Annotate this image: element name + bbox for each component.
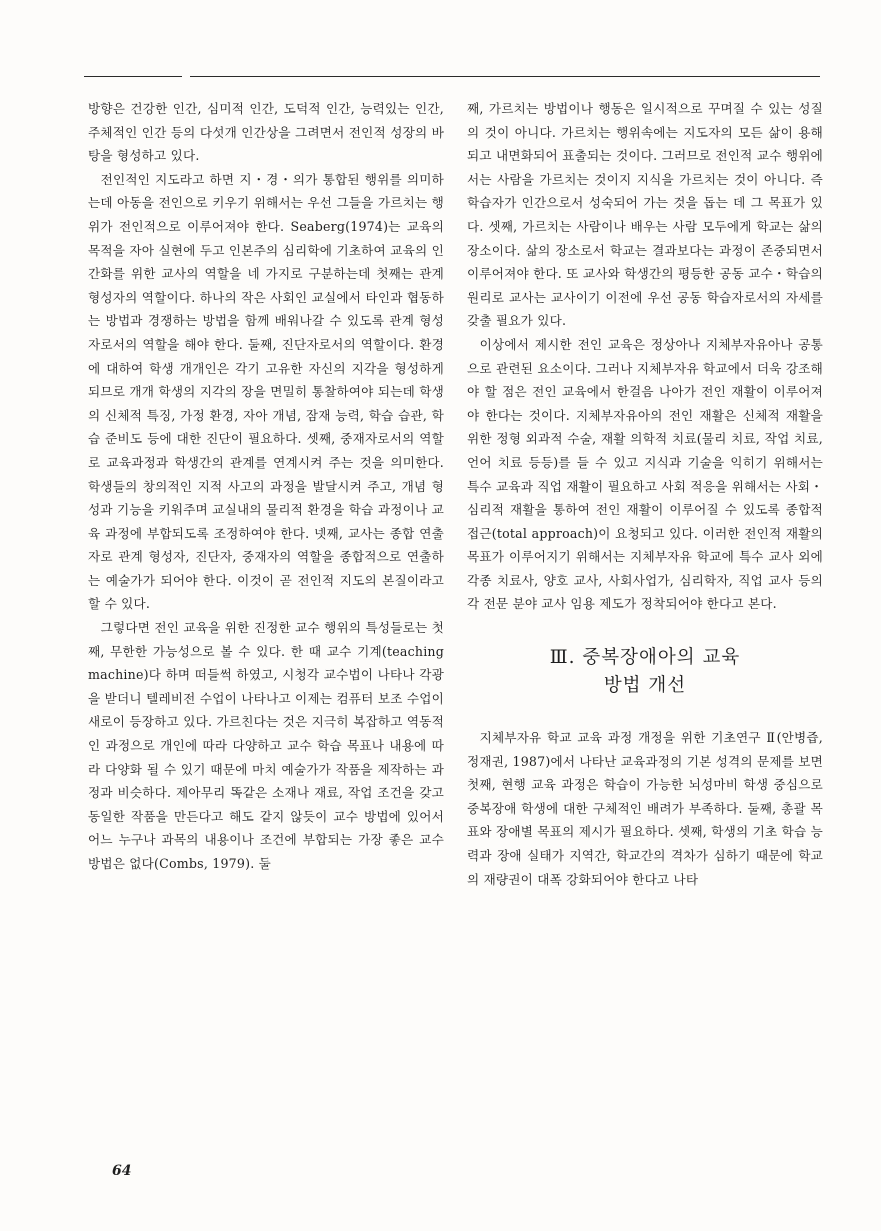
paragraph: 지체부자유 학교 교육 과정 개정을 위한 기초연구 Ⅱ(안병즙, 정재권, 1987)에서 나타난 교육과정의 기본 성격의 문제를 보면 첫째, 현행 교육 과정은 학습이 가능한 뇌성마비 학생 중심으로 중복장애 학생에 대한 구체적인 배려가 부족하다. 둘째, 총괄 목표와 장애별 목표의 제시가 필요하다. 셋째, 학생의 기초 학습 능력과 장애 실태가 지역간, 학교간의 격차가 심하기 때문에 학교의 재량권이 대폭 강화되어야 한다고 나타	[467, 730, 823, 887]
header-rule-left	[84, 76, 182, 77]
paragraph: 이상에서 제시한 전인 교육은 정상아나 지체부자유아나 공통으로 관련된 요소이다. 그러나 지체부자유 학교에서 더욱 강조해야 할 점은 전인 교육에서 한걸음 나아가 전인 재활이 이루어져야 한다는 것이다. 지체부자유아의 전인 재활은 신체적 재활을 위한 정형 외과적 수술, 재활 의학적 치료(물리 치료, 작업 치료, 언어 치료 등등)를 들 수 있고 지식과 기술을 익히기 위해서는 특수 교육과 직업 재활이 필요하고 사회 적응을 위해서는 사회・심리적 재활을 통하여 전인 재활이 이루어질 수 있도록 종합적 접근(total approach)이 요청되고 있다. 이러한 전인적 재활의 목표가 이루어지기 위해서는 지체부자유 학교에 특수 교사 외에 각종 치료사, 양호 교사, 사회사업가, 심리학자, 직업 교사 등의 각 전문 분야 교사 임용 제도가 정착되어야 한다고 본다.	[467, 336, 823, 612]
paragraph: 째, 가르치는 방법이나 행동은 일시적으로 꾸며질 수 있는 성질의 것이 아니다. 가르치는 행위속에는 지도자의 모든 삶이 용해되고 내면화되어 표출되는 것이다. 그러므로 전인적 교수 행위에서는 사람을 가르치는 것이지 지식을 가르치는 것이 아니다. 즉 학습자가 인간으로서 성숙되어 가는 것을 돕는 데 그 목표가 있다. 셋째, 가르치는 사람이나 배우는 사람 모두에게 학교는 삶의 장소이다. 삶의 장소로서 학교는 결과보다는 과정이 존중되면서 이루어져야 한다. 또 교사와 학생간의 평등한 공동 교수・학습의 원리로 교사는 교사이기 이전에 우선 공동 학습자로서의 자세를 갖출 필요가 있다.	[467, 101, 823, 329]
left-column	[88, 97, 444, 876]
paragraph: 전인적인 지도라고 하면 지・경・의가 통합된 행위를 의미하는데 아동을 전인으로 키우기 위해서는 우선 그들을 가르치는 행위가 전인적으로 이루어져야 한다. Seaberg(1974)는 교육의 목적을 자아 실현에 두고 인본주의 심리학에 기초하여 교육의 인간화를 위한 교사의 역할을 네 가지로 구분하는데 첫째는 관계 형성자의 역할이다. 하나의 작은 사회인 교실에서 타인과 협동하는 방법과 경쟁하는 방법을 함께 배워나갈 수 있도록 관계 형성자로서의 역할을 해야 한다. 둘째, 진단자로서의 역할이다. 환경에 대하여 학생 개개인은 각기 고유한 자신의 지각을 형성하게 되므로 개개 학생의 지각의 장을 면밀히 통찰하여야 되는데 학생의 신체적 특징, 가정 환경, 자아 개념, 잠재 능력, 학습 습관, 학습 준비도 등에 대한 진단이 필요하다. 셋째, 중재자로서의 역할로 교육과정과 학생간의 관계를 연계시켜 주는 것을 의미한다. 학생들의 창의적인 지적 사고의 과정을 발달시켜 주고, 개념 형성과 기능을 키워주며 교실내의 물리적 환경을 학습 과정이나 교육 과정에 부합되도록 조정하여야 한다. 넷째, 교사는 종합 연출자로 관계 형성자, 진단자, 중재자의 역할을 종합적으로 연출하는 예술가가 되어야 한다. 이것이 곧 전인적 지도의 본질이라고 할 수 있다.	[88, 171, 444, 612]
paragraph: 그렇다면 전인 교육을 위한 진정한 교수 행위의 특성들로는 첫째, 무한한 가능성으로 볼 수 있다. 한 때 교수 기계(teaching machine)다 하며 떠들썩 하였고, 시청각 교수법이 나타나 각광을 받더니 텔레비전 수업이 나타나고 이제는 컴퓨터 보조 수업이 새로이 등장하고 있다. 가르친다는 것은 지극히 복잡하고 역동적인 과정으로 개인에 따라 다양하고 교수 학습 목표나 내용에 따라 다양화 될 수 있기 때문에 마치 예술가가 작품을 제작하는 과정과 비슷하다. 제아무리 똑같은 소재나 재료, 작업 조건을 갖고 동일한 작품을 만든다고 해도 같지 않듯이 교수 방법에 있어서 어느 누구나 과목의 내용이나 조건에 부합되는 가장 좋은 교수 방법은 없다(Combs, 1979). 둘	[88, 620, 444, 871]
section-heading-line1: Ⅲ. 중복장애아의 교육	[549, 647, 741, 669]
section-heading-line2: 방법 개선	[603, 675, 687, 697]
header-rule-right	[190, 76, 820, 77]
section-heading	[467, 644, 823, 700]
right-column	[467, 97, 823, 891]
paragraph: 방향은 건강한 인간, 심미적 인간, 도덕적 인간, 능력있는 인간, 주체적인 인간 등의 다섯개 인간상을 그려면서 전인적 성장의 바탕을 형성하고 있다.	[88, 101, 444, 164]
page-number: 64	[112, 1163, 132, 1179]
